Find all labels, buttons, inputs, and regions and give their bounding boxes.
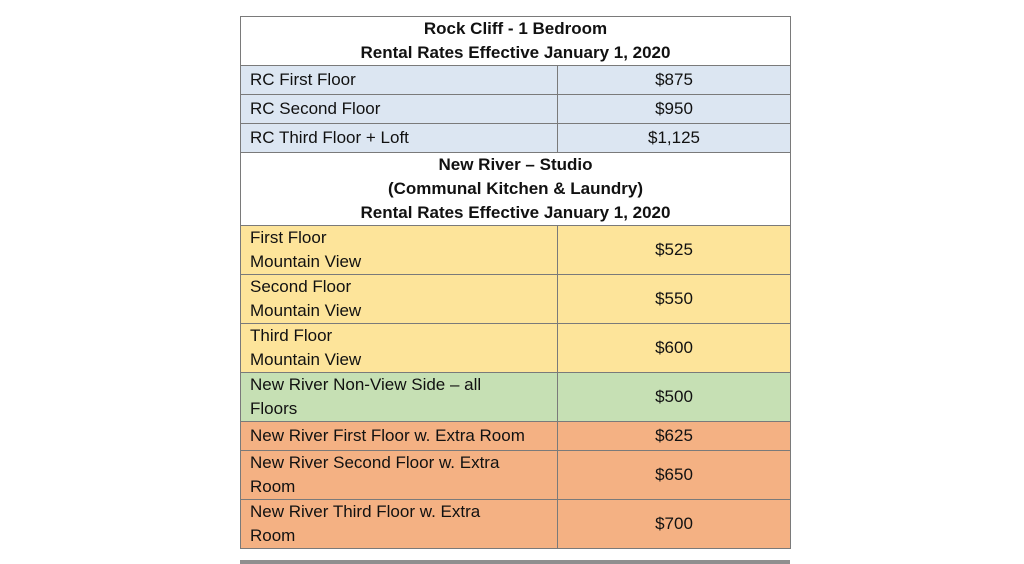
row-label — [241, 500, 558, 549]
table-row — [241, 95, 791, 124]
new-river-subtitle: (Communal Kitchen & Laundry) — [387, 179, 643, 198]
row-label — [241, 324, 558, 373]
table-row — [241, 451, 791, 500]
rock-cliff-subtitle: Rental Rates Effective January 1, 2020 — [360, 43, 671, 62]
new-river-title: New River – Studio — [438, 155, 593, 174]
row-price: $700 — [558, 500, 791, 549]
row-label — [241, 226, 558, 275]
row-label-line: New River Non-View Side – all — [250, 375, 482, 394]
row-label-line: Third Floor — [250, 326, 333, 345]
rock-cliff-header-row — [241, 17, 791, 66]
table-row — [241, 124, 791, 153]
row-price: $1,125 — [558, 124, 791, 153]
table-row — [241, 500, 791, 549]
rock-cliff-header — [241, 17, 791, 66]
row-label-line: New River First Floor w. Extra Room — [250, 426, 525, 445]
table-row — [241, 226, 791, 275]
row-label: RC Third Floor + Loft — [241, 124, 558, 153]
row-label — [241, 275, 558, 324]
new-river-header — [241, 153, 791, 226]
table-row — [241, 324, 791, 373]
row-label: RC First Floor — [241, 66, 558, 95]
table-row — [241, 422, 791, 451]
row-price: $625 — [558, 422, 791, 451]
row-label-line: Mountain View — [250, 252, 362, 271]
row-price: $600 — [558, 324, 791, 373]
table-row — [241, 66, 791, 95]
new-river-header-row — [241, 153, 791, 226]
row-label-line: First Floor — [250, 228, 327, 247]
row-label-line: Room — [250, 477, 296, 496]
row-price: $525 — [558, 226, 791, 275]
table-row — [241, 275, 791, 324]
table-row — [241, 373, 791, 422]
row-price: $550 — [558, 275, 791, 324]
row-label — [241, 422, 558, 451]
row-price: $500 — [558, 373, 791, 422]
row-price: $875 — [558, 66, 791, 95]
row-label-line: New River Second Floor w. Extra — [250, 453, 500, 472]
new-river-effective: Rental Rates Effective January 1, 2020 — [360, 203, 671, 222]
row-label — [241, 373, 558, 422]
row-label-line: Mountain View — [250, 350, 362, 369]
row-price: $650 — [558, 451, 791, 500]
rental-rates-table — [240, 16, 791, 549]
row-label-line: Floors — [250, 399, 298, 418]
row-label-line: Second Floor — [250, 277, 352, 296]
row-price: $950 — [558, 95, 791, 124]
row-label: RC Second Floor — [241, 95, 558, 124]
row-label — [241, 451, 558, 500]
table-bottom-border — [240, 560, 790, 564]
row-label-line: Mountain View — [250, 301, 362, 320]
row-label-line: New River Third Floor w. Extra — [250, 502, 481, 521]
rock-cliff-title: Rock Cliff - 1 Bedroom — [423, 19, 608, 38]
row-label-line: Room — [250, 526, 296, 545]
